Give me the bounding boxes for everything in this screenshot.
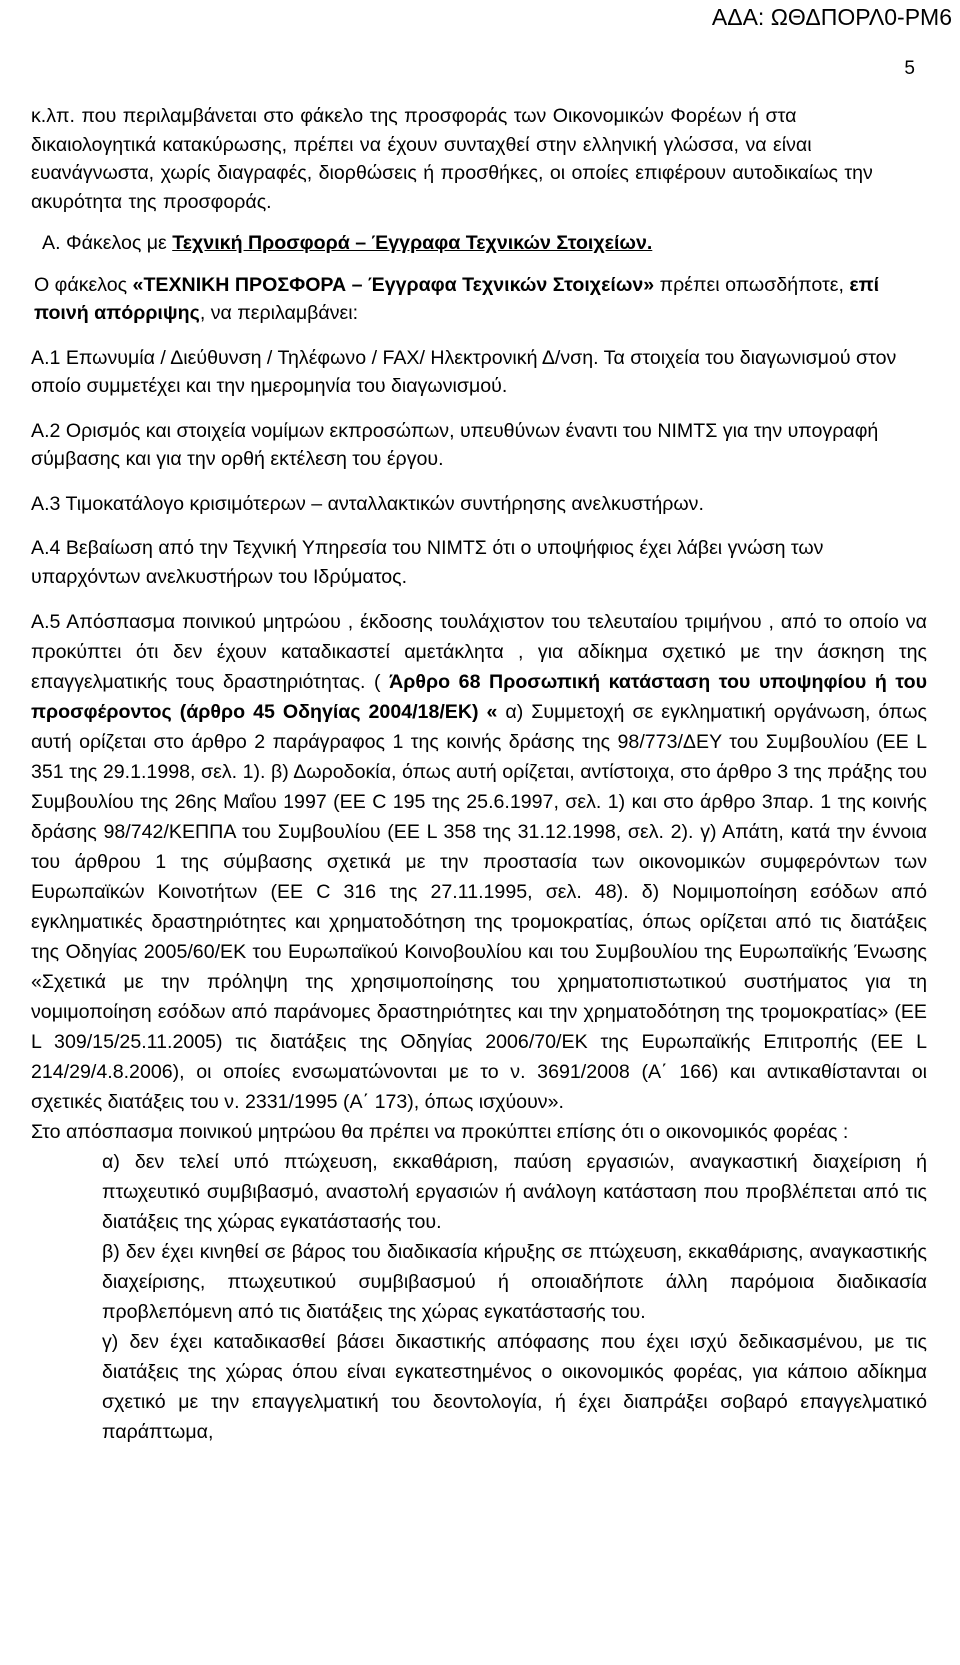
- item-a1: Α.1 Επωνυμία / Διεύθυνση / Τηλέφωνο / FAX/ Ηλεκτρονική Δ/νση. Τα στοιχεία του διαγωνισμού στον οποίο συμμετέχει και την ημερομηνία του διαγωνισμού.: [31, 346, 897, 397]
- penalty-bold: επί ποινή απόρριψης: [34, 273, 880, 324]
- a5-condition-beta: β) δεν έχει κινηθεί σε βάρος του διαδικασία κήρυξης σε πτώχευση, εκκαθάρισης, αναγκαστικής διαχείρισης, πτωχευτικού συμβιβασμού ή οποιαδήποτε άλλη παρόμοια διαδικασία προβλεπόμενη από τις διατάξεις της χώρας εγκατάστασής του.: [102, 1241, 927, 1323]
- item-a5: [31, 607, 927, 1117]
- a5-criminal-record-paragraph: Στο απόσπασμα ποινικού μητρώου θα πρέπει να προκύπτει επίσης ότι ο οικονομικός φορέας :: [31, 1121, 849, 1143]
- a5-condition-alpha: α) δεν τελεί υπό πτώχευση, εκκαθάριση, παύση εργασιών, αναγκαστική διαχείριση ή πτωχευτικό συμβιβασμό, αναστολή εργασιών ή ανάλογη κατάσταση που προβλέπεται από τις διατάξεις της χώρας εγκατάστασής του.: [102, 1151, 927, 1233]
- folder-name-bold: «ΤΕΧΝΙΚΗ ΠΡΟΣΦΟΡΑ – Έγγραφα Τεχνικών Στοιχείων»: [132, 273, 655, 296]
- a5-text-1: Α.5 Απόσπασμα ποινικού μητρώου , έκδοσης τουλάχιστον του τελευταίου τριμήνου , από το οποίο να προκύπτει ότι δεν έχουν καταδικαστεί αμετάκλητα , για αδίκημα σχετικό με την άσκηση της επαγγελματικής τους δραστηριότητας. (: [31, 611, 927, 693]
- section-a-prefix: Α. Φάκελος με: [42, 232, 173, 254]
- article-68-bold: Άρθρο 68 Προσωπική κατάσταση του υποψηφίου ή του προσφέροντος (άρθρο 45 Οδηγίας 2004/18/ΕΚ) «: [31, 671, 927, 723]
- page-number: 5: [904, 58, 915, 79]
- ada-code: ΑΔΑ: ΩΘΔΠΟΡΛ0-ΡΜ6: [711, 4, 952, 30]
- a5-text-2: α) Συμμετοχή σε εγκληματική οργάνωση, όπως αυτή ορίζεται στο άρθρο 2 παράγραφος 1 της κοινής δράσης της 98/773/ΔΕΥ του Συμβουλίου (ΕΕ L 351 της 29.1.1998, σελ. 1). β) Δωροδοκία, όπως αυτή ορίζεται, αντίστοιχα, στο άρθρο 3 της πράξης του Συμβουλίου της 26ης Μαΐου 1997 (ΕΕ C 195 της 25.6.1997, σελ. 1) και στο άρθρο 3παρ. 1 της κοινής δράσης 98/742/ΚΕΠΠΑ του Συμβουλίου (ΕΕ L 358 της 31.12.1998, σελ. 2). γ) Απάτη, κατά την έννοια του άρθρου 1 της σύμβασης σχετικά με την προστασία των οικονομικών συμφερόντων των Ευρωπαϊκών Κοινοτήτων (ΕΕ C 316 της 27.11.1995, σελ. 48). δ) Νομιμοποίηση εσόδων από εγκληματικές δραστηριότητες και χρηματοδότηση της τρομοκρατίας, όπως ορίζεται από τις διατάξεις της Οδηγίας 2005/60/ΕΚ του Ευρωπαϊκού Κοινοβουλίου και του Συμβουλίου της Ευρωπαϊκής Ένωσης «Σχετικά με την πρόληψη της χρησιμοποίησης του χρηματοπιστωτικού συστήματος για τη νομιμοποίηση εσόδων από παράνομες δραστηριότητες και την χρηματοδότηση της τρομοκρατίας» (ΕΕ L 309/15/25.11.2005) τις διατάξεις της Οδηγίας 2006/70/ΕΚ της Ευρωπαϊκής Επιτροπής (ΕΕ L 214/29/4.8.2006), οι οποίες ενσωματώνονται με το ν. 3691/2008 (Α΄ 166) και αντικαθίστανται οι σχετικές διατάξεις του ν. 2331/1995 (Α΄ 173), όπως ισχύουν».: [31, 701, 927, 1113]
- folder-paragraph: [31, 271, 927, 328]
- item-a4: Α.4 Βεβαίωση από την Τεχνική Υπηρεσία του ΝΙΜΤΣ ότι ο υποψήφιος έχει λάβει γνώση των υπαρχόντων ανελκυστήρων του Ιδρύματος.: [31, 537, 824, 588]
- a5-condition-gamma: γ) δεν έχει καταδικασθεί βάσει δικαστικής απόφασης που έχει ισχύ δεδικασμένου, με τις διατάξεις της χώρας όπου είναι εγκατεστημένος ο οικονομικός φορέας, για κάποιο αδίκημα σχετικό με την επαγγελματική του δεοντολογία, ή έχει διαπράξει σοβαρό επαγγελματικό παράπτωμα,: [102, 1331, 927, 1443]
- section-a-heading: [31, 229, 927, 258]
- section-a-title: Τεχνική Προσφορά – Έγγραφα Τεχνικών Στοιχείων.: [172, 232, 653, 254]
- item-a3: Α.3 Τιμοκατάλογο κρισιμότερων – ανταλλακτικών συντήρησης ανελκυστήρων.: [31, 492, 704, 515]
- folder-text-3: , να περιλαμβάνει:: [199, 302, 359, 324]
- folder-text-1: Ο φάκελος: [34, 273, 133, 296]
- item-a2: Α.2 Ορισμός και στοιχεία νομίμων εκπροσώπων, υπευθύνων έναντι του ΝΙΜΤΣ για την υπογραφή σύμβασης και για την ορθή εκτέλεση του έργου.: [31, 419, 879, 470]
- folder-text-2: πρέπει οπωσδήποτε,: [654, 273, 850, 296]
- document-body: [31, 102, 927, 1447]
- intro-paragraph: κ.λπ. που περιλαμβάνεται στο φάκελο της προσφοράς των Οικονομικών Φορέων ή στα δικαιολογητικά κατακύρωσης, πρέπει να έχουν συνταχθεί στην ελληνική γλώσσα, να είναι ευανάγνωστα, χωρίς διαγραφές, διορθώσεις ή προσθήκες, οι οποίες επιφέρουν αυτοδικαίως την ακυρότητα της προσφοράς.: [31, 105, 873, 213]
